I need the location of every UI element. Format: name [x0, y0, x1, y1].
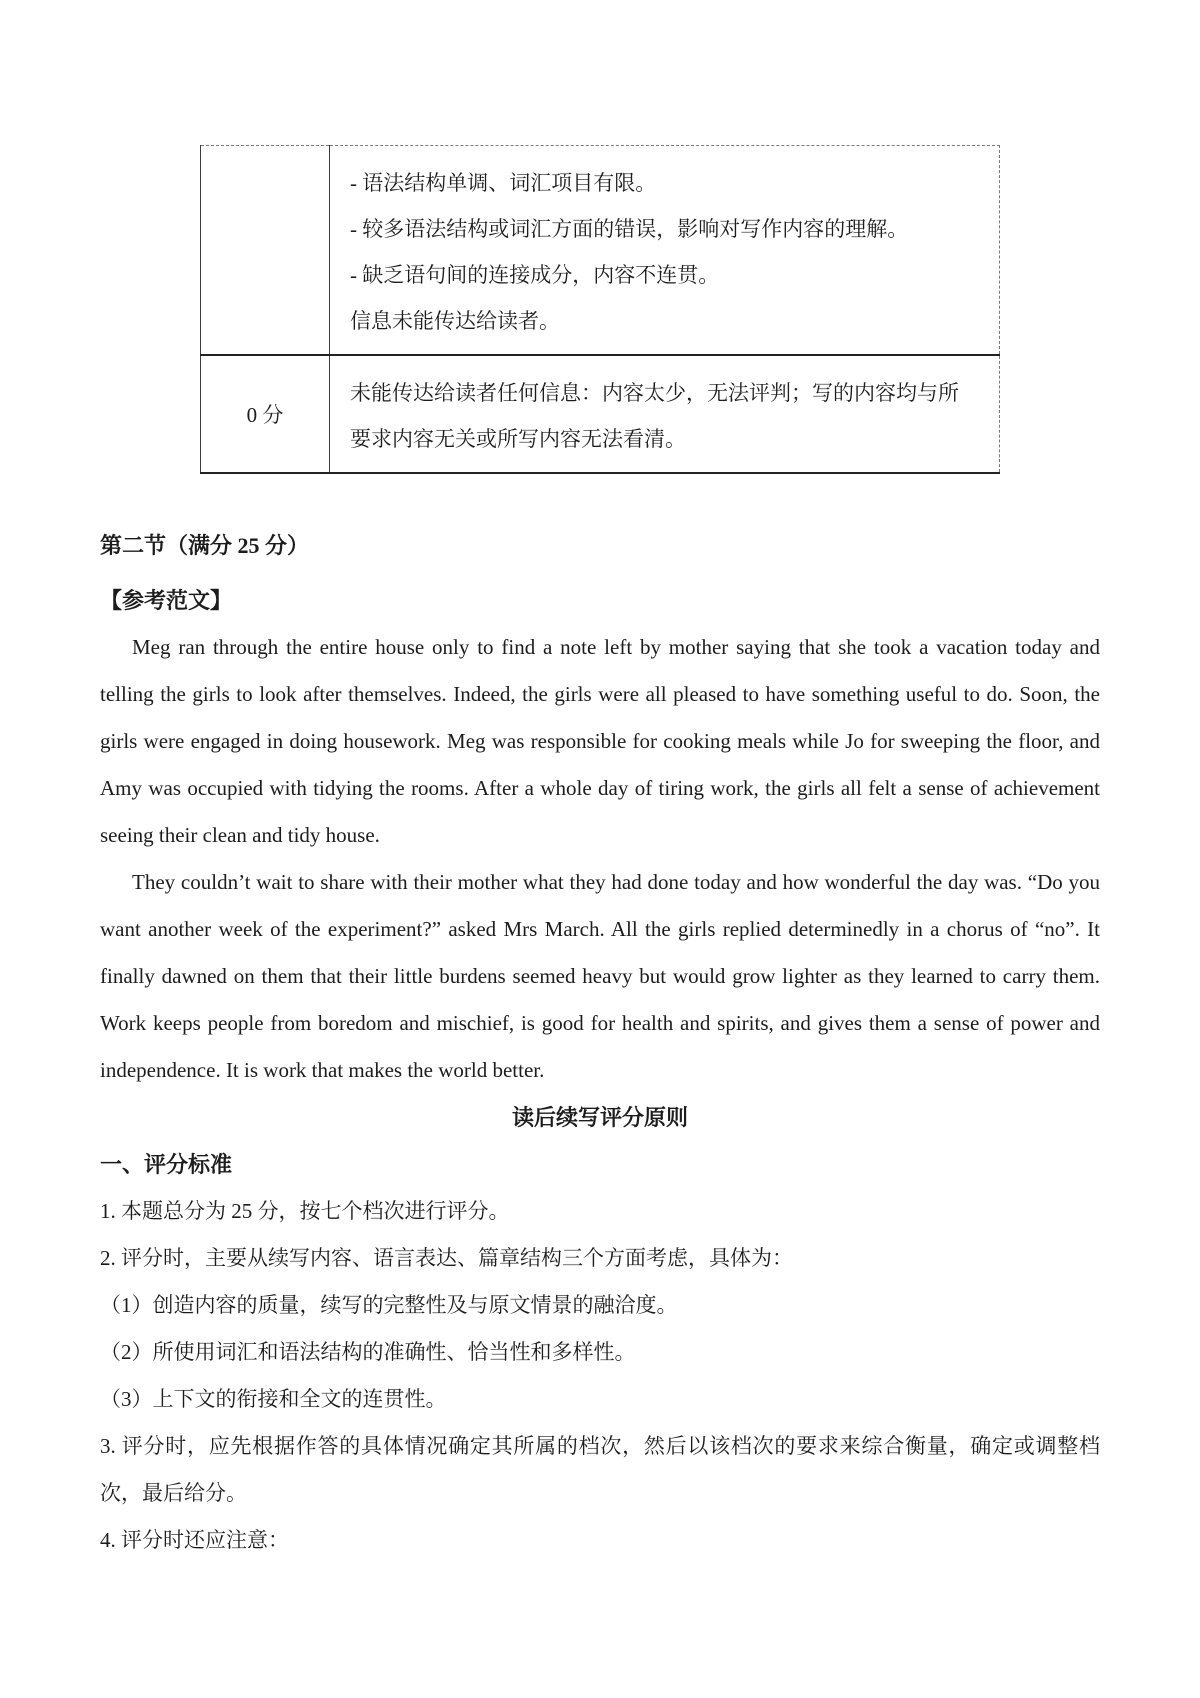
principle-item-2: 2. 评分时，主要从续写内容、语言表达、篇章结构三个方面考虑，具体为： — [100, 1246, 793, 1270]
criteria-cell — [330, 355, 1000, 473]
principle-sub-item-1: （1）创造内容的质量，续写的完整性及与原文情景的融洽度。 — [100, 1293, 678, 1317]
score-cell-zero: 0 分 — [201, 355, 330, 473]
criteria-line: 未能传达给读者任何信息：内容太少，无法评判；写的内容均与所要求内容无关或所写内容无法看清。 — [350, 381, 959, 451]
reference-essay-label: 【参考范文】 — [100, 588, 233, 613]
principle-item-4: 4. 评分时还应注意： — [100, 1528, 289, 1552]
criteria-line: - 语法结构单调、词汇项目有限。 — [350, 171, 657, 195]
principle-item-3: 3. 评分时，应先根据作答的具体情况确定其所属的档次，然后以该档次的要求来综合衡量，确定或调整档次，最后给分。 — [100, 1434, 1100, 1505]
principle-item-1: 1. 本题总分为 25 分，按七个档次进行评分。 — [100, 1199, 510, 1223]
essay-paragraph-2: They couldn’t wait to share with their mother what they had done today and how wonderful the day was. “Do you want another week of the experiment?” asked Mrs March. All the girls replied determinedly in a chorus of “no”. It finally dawned on them that their little burdens seemed heavy but would grow lighter as they learned to carry them. Work keeps people from boredom and mischief, is good for health and spirits, and gives them a sense of power and independence. It is work that makes the world better. — [100, 870, 1100, 1082]
criteria-line: 信息未能传达给读者。 — [350, 309, 560, 333]
principle-sub-item-3: （3）上下文的衔接和全文的连贯性。 — [100, 1387, 447, 1411]
criteria-line: - 缺乏语句间的连接成分，内容不连贯。 — [350, 263, 720, 287]
rubric-band-row — [201, 146, 1000, 356]
principles-heading: 读后续写评分原则 — [511, 1105, 688, 1130]
essay-paragraph-1: Meg ran through the entire house only to find a note left by mother saying that she took a vacation today and telling the girls to look after themselves. Indeed, the girls were all pleased to have something useful to do. Soon, the girls were engaged in doing housework. Meg was responsible for cooking meals while Jo for sweeping the floor, and Amy was occupied with tidying the rooms. After a whole day of tiring work, the girls all felt a sense of achievement seeing their clean and tidy house. — [100, 635, 1100, 847]
document-content — [0, 145, 1200, 1564]
criteria-cell — [330, 146, 1000, 356]
criteria-standard-heading: 一、评分标准 — [100, 1152, 233, 1177]
criteria-line: - 较多语法结构或词汇方面的错误，影响对写作内容的理解。 — [350, 217, 909, 241]
rubric-band-row-zero — [201, 355, 1000, 473]
principle-sub-item-2: （2）所使用词汇和语法结构的准确性、恰当性和多样性。 — [100, 1340, 636, 1364]
score-cell-empty — [201, 146, 330, 356]
section-two-heading: 第二节（满分 25 分） — [100, 533, 310, 558]
scoring-rubric-table — [200, 145, 1000, 474]
